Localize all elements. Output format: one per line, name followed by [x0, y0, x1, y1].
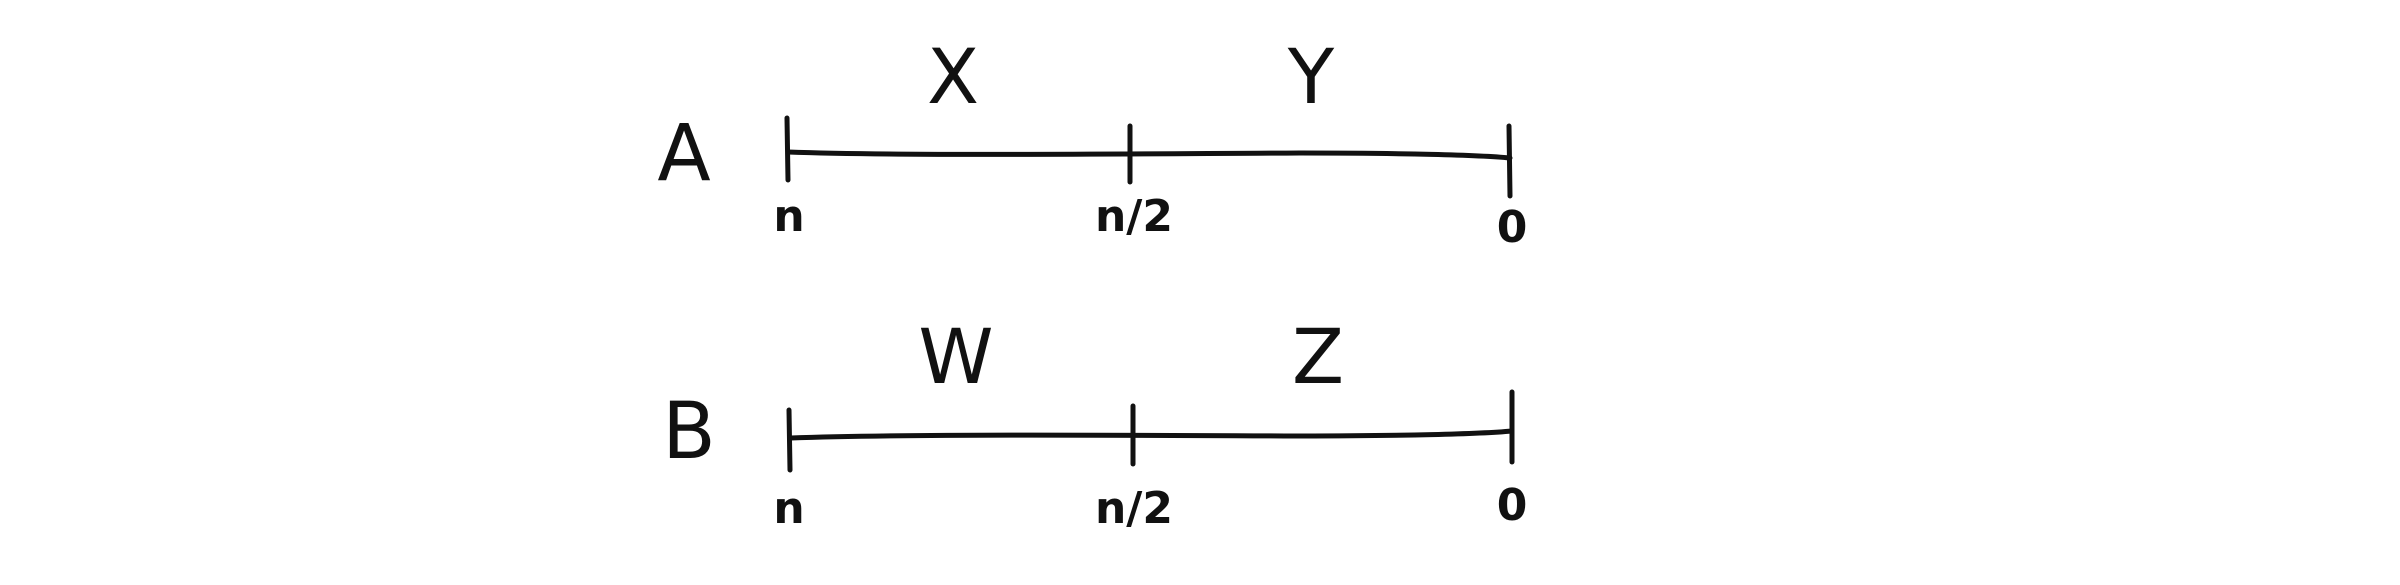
row-b-axis-line	[791, 431, 1512, 438]
row-a-segment-right-label: Y	[1287, 32, 1335, 121]
row-a-tick-label-start: n	[773, 191, 805, 242]
row-b-segment-left-label: W	[918, 312, 994, 401]
row-a-tick-label-end: 0	[1496, 202, 1528, 253]
row-b-tick-label-start: n	[773, 483, 805, 534]
row-a-tick-label-mid: n/2	[1094, 191, 1174, 242]
row-a-label: A	[657, 109, 711, 199]
row-a	[657, 32, 1527, 253]
row-b-segment-right-label: Z	[1291, 312, 1345, 401]
row-a-segment-left-label: X	[926, 32, 980, 121]
row-b	[662, 312, 1527, 534]
row-a-tick-start	[787, 118, 788, 180]
row-b-tick-start	[789, 410, 790, 470]
row-a-tick-end	[1509, 126, 1510, 196]
row-b-tick-label-end: 0	[1496, 480, 1528, 531]
row-b-tick-label-mid: n/2	[1094, 483, 1174, 534]
row-b-label: B	[662, 387, 716, 477]
row-a-axis-line	[788, 152, 1510, 158]
